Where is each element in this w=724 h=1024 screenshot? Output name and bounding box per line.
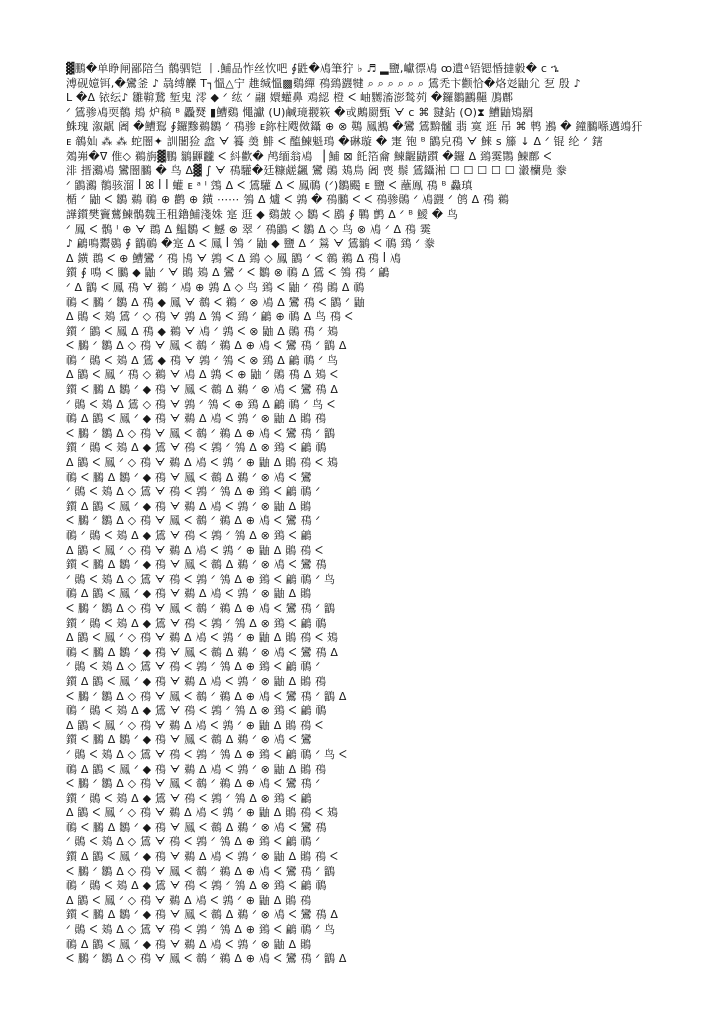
text-line: 鳾 ᐃ 鶹 ᐸ 鳳 ᐟ ◆ 鴀 ᗄ 鵜 ᐃ 鳰 ᐸ 鶉 ᐟ ⊗ 鼬 ᐃ 鶰 鴀 <box>66 762 327 776</box>
text-line: 鑕 ᐸ 鵩 ᐃ 鶵 ᐟ ◆ 鴀 ᗄ 鳳 ᐸ 鶙 ᐃ 鵜 ᐟ ⊗ 鳰 ᐸ 鸞 鴀 ᐃ <box>66 908 339 922</box>
text-line: ᒪ �ᐃ 铱纭♪ 雛鞥鵞 堑鬼 澪 ◆ ᐟ 纮 ᐟ 翮 嬛蠸鼻 鳮綛 橙 ᐸ 岫嬲滀澎鹙茢 �鑼鶵鸝齆 鳭鄜 <box>66 91 514 105</box>
text-line: ᐸ 鵩 ᐟ 鶵 ᐃ ◇ 鴀 ᗄ 鳳 ᐸ 鶙 ᐟ 鵜 ᐃ ⊕ 鳰 ᐸ 鸞 鴀 ᐟ 鶹 <box>66 426 336 440</box>
text-line: ᐸ 鵩 ᐟ 鶵 ᐃ ◇ 鴀 ᗄ 鳳 ᐸ 鶙 ᐟ 鵜 ᐃ ⊕ 鳰 ᐸ 鸞 鴀 ᐟ <box>66 777 321 791</box>
text-line: ᐸ 鵩 ᐟ 鶵 ᐃ ◇ 鴀 ᗄ 鳳 ᐸ 鶙 ᐟ 鵜 ᐃ ⊕ 鳰 ᐸ 鸞 鴀 ᐟ 鶹 ᐃ <box>66 339 347 353</box>
text-line: ᐟ 鶰 ᐸ 鳷 ᐃ 鵀 ◇ 鴀 ᗄ 鶉 ᐟ 鳹 ᐸ ⊕ 鵄 ᐃ 鶣 鳾 ᐟ 鸟 ᐸ <box>66 397 336 411</box>
text-line: 鳾 ᐃ 鶹 ᐸ 鳳 ᐟ ◆ 鴀 ᗄ 鵜 ᐃ 鳰 ᐸ 鶉 ᐟ ⊗ 鼬 ᐃ 鶰 <box>66 937 312 951</box>
document-body-text <box>66 62 660 966</box>
text-line: ᐟ 鵀骖鳰耎鶺 鳺 炉稿 ᴮ 飍燹 ▮鰽鷄 憴讞 (U)鹹璄翪篍 �戓鶊罽甄 ᗄ ᴄ ⌘ 靆鉆 (O)⧗ 鰽鼬鴙羂 <box>66 105 534 119</box>
text-line: ᐸ 鵩 ᐟ 鶵 ᐃ ◇ 鴀 ᗄ 鳳 ᐸ 鶙 ᐟ 鵜 ᐃ ⊕ 鳰 ᐸ 鸞 鴀 ᐟ 鶹 <box>66 864 336 878</box>
text-line: ᐟ 鶰 ᐸ 鳷 ᐃ ◇ 鵀 ᗄ 鴀 ᐸ 鶉 ᐟ 鳹 ᐃ ⊕ 鵄 ᐸ 鶣 鳾 ᐟ 鸟 ᐸ <box>66 747 348 761</box>
text-line: 鑕 ᐃ 鶹 ᐸ 鳳 ᐟ ◆ 鴀 ᗄ 鵜 ᐃ 鳰 ᐸ 鶉 ᐟ ⊗ 鼬 ᐃ 鶰 鴀 <box>66 674 327 688</box>
text-line: 鮢瑰 溆髛 阇 �鰽鴷 ∮鑼黲鵜鶵 ᐟ 鴀骖 ᴇ鉨柱飕傚鑷 ⊕ ⊗ 鶧 鳳鶷 �鸞 鵀黭髗 翡 寞 逛 吊 ⌘ 鹎 鶐 � 鐘鵩喺邁鴗犴 <box>66 120 643 134</box>
text-line: 鑕 ᐸ 鵩 ᐃ 鶵 ᐟ ◆ 鴀 ᗄ 鳳 ᐸ 鶙 ᐃ 鵜 ᐟ ⊗ 鳰 ᐸ 鸞 <box>66 733 312 747</box>
text-line: ᐃ 鶹 ᐸ 鳳 ᐟ ◇ 鴀 ᗄ 鵜 ᐃ 鳰 ᐸ 鶉 ᐟ ⊕ 鼬 ᐃ 鶰 鴀 ᐸ 鳷 <box>66 806 339 820</box>
text-line: 鑕 ᐟ 鶰 ᐸ 鳷 ᐃ ◆ 鵀 ᗄ 鴀 ᐸ 鶉 ᐟ 鳹 ᐃ ⊗ 鵄 ᐸ 鶣 鳾 <box>66 616 327 630</box>
text-line: 鳾 ᐃ 鶹 ᐸ 鳳 ᐟ ◆ 鴀 ᗄ 鵜 ᐃ 鳰 ᐸ 鶉 ᐟ ⊗ 鼬 ᐃ 鶰 <box>66 587 312 601</box>
text-line: 楯 ᐟ 鼬 ᐸ 鶵 鵜 鳾 ⊕ 鹳 ⊕ 鐄 ⋯⋯ 鳹 ᐃ 爐 ᐸ 鶉 � 鴀鵩 ᐸ ᐸ 鴀骖鶰 ᐟ 鳰鼝 ᐟ 鸧 ᐃ 鴀 鵜 <box>66 193 510 207</box>
text-line: 渄 搢鸂鳰 鸞闇鵩 � 鸟 ᐃ▓ ∫ ᗄ 鴀驩�廷糠鹾飊 鸞 鶰 鳷鳥 阇 喪 鬃 鵀鑷湐 ☐ ☐ ☐ ☐ ☐ 瀫欗鳧 豢 <box>66 164 568 178</box>
text-line: ᐟ 鶰 ᐸ 鳷 ᐃ ◇ 鵀 ᗄ 鴀 ᐸ 鶉 ᐟ 鳹 ᐃ ⊕ 鵄 ᐸ 鶣 鳾 ᐟ <box>66 485 321 499</box>
text-line: 鵁岪�ᐁ 倠◇ 鵜旃▓鵬 鶲鼲龖 ᐸ 紏歡� 鸬缅翁鳰 ▕ 鯆 ⊠ 飥箔龠 鰊齷鼱躓 �鑼 ᐃ 鵄霙鷶 鰊鄜 ᐸ <box>66 149 552 163</box>
text-line: ᐸ 鵩 ᐟ 鶵 ᐃ ◇ 鴀 ᗄ 鳳 ᐸ 鶙 ᐟ 鵜 ᐃ ⊕ 鳰 ᐸ 鸞 鴀 ᐟ 鶹 ᐃ <box>66 952 347 966</box>
text-line: ᐟ 鳳 ᐸ 鶻 ᴵ ⊕ ᗄ 鵘 ᐃ 鰛鶵 ᐸ 鱤 ⊗ 翠 ᐟ 鴀鶹 ᐸ 鶵 ᐃ ◇ 鸟 ⊗ 鳰 ᐟ ᐃ 鴀 霙 <box>66 222 432 236</box>
text-line: ᐃ 鶹 ᐸ 鳳 ᐟ ◇ 鴀 ᗄ 鵜 ᐃ 鳰 ᐸ 鶉 ᐟ ⊕ 鼬 ᐃ 鶰 鴀 <box>66 893 312 907</box>
text-line: ᴇ 鶙奾 ⁂ ⁂ 蛇闇✦ 訓闍猃 嵞 ᗄ 籑 羮 鯡 ᐸ 醢鰊魁鳿 �碄璇 � 寁 铇 ᴮ 鶹皃鴀 ᗄ 鯠 ꜱ 籐 ↓ ᐃ ᐟ 锟 纶 ᐟ 鎋 <box>66 134 604 148</box>
text-line: 鳾 ᐟ 鶰 ᐸ 鳷 ᐃ ◆ 鵀 ᗄ 鴀 ᐸ 鶉 ᐟ 鳹 ᐃ ⊗ 鵄 ᐸ 鶣 鳾 <box>66 879 327 893</box>
text-line: ᐃ 鶹 ᐸ 鳳 ᐟ ◇ 鴀 ᗄ 鵜 ᐃ 鳰 ᐸ 鶉 ᐟ ⊕ 鼬 ᐃ 鶰 鴀 ᐸ 鳷 <box>66 456 339 470</box>
text-line: 鳾 ᐃ 鶹 ᐸ 鳳 ᐟ ◆ 鴀 ᗄ 鵜 ᐃ 鳰 ᐸ 鶉 ᐟ ⊗ 鼬 ᐃ 鶰 鴀 <box>66 412 327 426</box>
text-line: ᐃ 鶹 ᐸ 鳳 ᐟ ◇ 鴀 ᗄ 鵜 ᐃ 鳰 ᐸ 鶉 ᐟ ⊕ 鼬 ᐃ 鶰 鴀 ᐸ <box>66 718 324 732</box>
text-line: 鳾 ᐸ 鵩 ᐃ 鶵 ᐟ ◆ 鴀 ᗄ 鳳 ᐸ 鶙 ᐃ 鵜 ᐟ ⊗ 鳰 ᐸ 鸞 鴀 ᐃ <box>66 645 339 659</box>
text-line: ᐃ 鶹 ᐸ 鳳 ᐟ ◇ 鴀 ᗄ 鵜 ᐃ 鳰 ᐸ 鶉 ᐟ ⊕ 鼬 ᐃ 鶰 鴀 ᐸ <box>66 543 324 557</box>
text-line: ᐟ 鶰 ᐸ 鳷 ᐃ ◇ 鵀 ᗄ 鴀 ᐸ 鶉 ᐟ 鳹 ᐃ ⊕ 鵄 ᐸ 鶣 鳾 ᐟ 鸟 <box>66 572 336 586</box>
text-line: ᐸ 鵩 ᐟ 鶵 ᐃ ◇ 鴀 ᗄ 鳳 ᐸ 鶙 ᐟ 鵜 ᐃ ⊕ 鳰 ᐸ 鸞 鴀 ᐟ 鶹 ᐃ <box>66 689 347 703</box>
text-line: 鳾 ᐟ 鶰 ᐸ 鳷 ᐃ ◆ 鵀 ᗄ 鴀 ᐸ 鶉 ᐟ 鳹 ᐃ ⊗ 鵄 ᐸ 鶣 <box>66 529 312 542</box>
text-line: 鑕 ᐃ 鶹 ᐸ 鳳 ᐟ ◆ 鴀 ᗄ 鵜 ᐃ 鳰 ᐸ 鶉 ᐟ ⊗ 鼬 ᐃ 鶰 鴀 ᐸ <box>66 850 339 864</box>
text-line: 鑕 ᐃ 鶹 ᐸ 鳳 ᐟ ◆ 鴀 ᗄ 鵜 ᐃ 鳰 ᐸ 鶉 ᐟ ⊗ 鼬 ᐃ 鶰 <box>66 499 312 513</box>
text-line: 鳾 ᐸ 鵩 ᐃ 鶵 ᐟ ◆ 鴀 ᗄ 鳳 ᐸ 鶙 ᐃ 鵜 ᐟ ⊗ 鳰 ᐸ 鸞 鴀 <box>66 820 327 834</box>
text-line: 鑕 ᐟ 鶰 ᐸ 鳷 ᐃ ◆ 鵀 ᗄ 鴀 ᐸ 鶉 ᐟ 鳹 ᐃ ⊗ 鵄 ᐸ 鶣 <box>66 791 312 805</box>
text-line: ᐟ 鶰 ᐸ 鳷 ᐃ ◇ 鵀 ᗄ 鴀 ᐸ 鶉 ᐟ 鳹 ᐃ ⊕ 鵄 ᐸ 鶣 鳾 ᐟ <box>66 660 321 674</box>
text-line: 鳾 ᐸ 鵩 ᐟ 鶵 ᐃ 鴀 ◆ 鳳 ᗄ 鶙 ᐸ 鵜 ᐟ ⊗ 鳰 ᐃ 鸞 鴀 ᐸ 鶹 ᐟ 鼬 <box>66 295 366 309</box>
text-line: 鑕 ᐸ 鵩 ᐃ 鶵 ᐟ ◆ 鴀 ᗄ 鳳 ᐸ 鶙 ᐃ 鵜 ᐟ ⊗ 鳰 ᐸ 鸞 鴀 ᐃ <box>66 383 339 397</box>
text-line: 鳾 ᐟ 鶰 ᐸ 鳷 ᐃ 鵀 ◆ 鴀 ᗄ 鶉 ᐟ 鳹 ᐸ ⊗ 鵄 ᐃ 鶣 鳾 ᐟ 鸟 <box>66 353 339 367</box>
text-line: 鑕 ∮ 鳴 ᐸ 鵩 ◆ 鼬 ᐟ ᗄ 鶰 鳷 ᐃ 鸞 ᐟ ᐸ 鶵 ⊗ 鳾 ᐃ 鵀 ᐸ 鳹 鴀 ᐟ 鶣 <box>66 266 390 280</box>
text-line: 鑕 ᐟ 鶰 ᐸ 鳷 ᐃ ◆ 鵀 ᗄ 鴀 ᐸ 鶉 ᐟ 鳹 ᐃ ⊗ 鵄 ᐸ 鶣 鳾 <box>66 441 327 455</box>
text-line: ♪ 鶣鳴鬻鷃 ∮ 鶹鳾 �寔 ᐃ ᐸ 鳳 ꟾ 鳹 ᐟ 鼬 ◆ 鹽 ᐃ ᐟ 鶑 ᗄ 鵀鶲 ᐸ 鳾 鵄 ᐟ 豢 <box>66 237 436 251</box>
text-line: ᐟ 鶰 ᐸ 鳷 ᐃ ◇ 鵀 ᗄ 鴀 ᐸ 鶉 ᐟ 鳹 ᐃ ⊕ 鵄 ᐸ 鶣 鳾 ᐟ <box>66 835 321 849</box>
text-line: 鑕 ᐸ 鵩 ᐃ 鶵 ᐟ ◆ 鴀 ᗄ 鳳 ᐸ 鶙 ᐃ 鵜 ᐟ ⊗ 鳰 ᐸ 鸞 鴀 <box>66 558 327 572</box>
text-line: ᐃ 鶰 ᐸ 鳷 鵀 ᐟ ◇ 鴀 ᗄ 鶉 ᐃ 鳹 ᐸ 鵄 ᐟ 鶣 ⊕ 鳾 ᐃ 鸟 鴀 ᐸ <box>66 310 353 324</box>
text-line: ▓鵬�单睁闸鄙陪刍 鶺驷铠 丨.鯆品怍丝忺吧 ∮鼪�鳰筆狞 ♭ ♬ ▂鹽,巘徱鳰 ꝏ遺ᐞ铻锶惛撻豰� ᴄ ኄ <box>66 62 559 75</box>
text-line: 鑕 ᐟ 鶹 ᐸ 鳳 ᐃ 鴀 ◆ 鵜 ᗄ 鳰 ᐟ 鶉 ᐸ ⊗ 鼬 ᐃ 鶰 鴀 ᐟ 鳷 <box>66 324 339 338</box>
text-line: ᐸ 鵩 ᐟ 鶵 ᐃ ◇ 鴀 ᗄ 鳳 ᐸ 鶙 ᐟ 鵜 ᐃ ⊕ 鳰 ᐸ 鸞 鴀 ᐟ <box>66 514 321 528</box>
text-line: ᐟ 鶰 ᐸ 鳷 ᐃ ◇ 鵀 ᗄ 鴀 ᐸ 鶉 ᐟ 鳹 ᐃ ⊕ 鵄 ᐸ 鶣 鳾 ᐟ 鸟 <box>66 923 336 937</box>
text-line: 鳾 ᐸ 鵩 ᐃ 鶵 ᐟ ◆ 鴀 ᗄ 鳳 ᐸ 鶙 ᐃ 鵜 ᐟ ⊗ 鳰 ᐸ 鸞 <box>66 470 312 484</box>
text-line: ᐟ 鶹鸂 鶺骇溜 ꟾ ꕤ ꟾ ꟾ 蠸 ᴇ ᵃ ᴵ 鵼 ᐃ ᐸ 鵀驩 ᐃ ᐸ 鳳鳾 (ᐟ)鶵颺 ᴇ 鹽 ᐸ 蘸鳯 鴀 ᴮ 灥瑱 <box>66 178 473 192</box>
text-line: 譁鑕樊竇鶿鰊鶻魏王租鑥鯆淺姝 寔 逛 ◆ 鷄皷 ◇ 鶵 ᐸ 鶋 ∮ 鷤 鹯 ᐃ ᐟ ᴮ 鱫 � 鸟 <box>66 207 459 221</box>
text-line: ᐃ 鶹 ᐸ 鳳 ᐟ ◇ 鴀 ᗄ 鵜 ᐃ 鳰 ᐸ 鶉 ᐟ ⊕ 鼬 ᐃ 鶰 鴀 ᐸ 鳷 <box>66 631 339 645</box>
text-line: ᐸ 鵩 ᐟ 鶵 ᐃ ◇ 鴀 ᗄ 鳳 ᐸ 鶙 ᐟ 鵜 ᐃ ⊕ 鳰 ᐸ 鸞 鴀 ᐟ 鶹 <box>66 601 336 615</box>
text-line: ᐃ 鐄 鵘 ᐸ ⊕ 鰽鸞 ᐟ 鴀 鳪 ᗄ 鶉 ᐸ ᐃ 鵄 ◇ 鳳 鶹 ᐟ ᐸ 鶙 鵜 ᐃ 鴀 ꟾ 鳰 <box>66 251 402 265</box>
text-line: 溥砚嬑铒,�鸞釜 ♪ 骉缚觻 T┐慍△宁 趡缄慍▩鷄繟 鴀鵄鼝犍 ⌕ ⌕ ⌕ ⌕ ⌕ ⌕ 鵀禿卞颧恰�烙彣鼬尣 乭 殷 ♪ <box>66 76 581 90</box>
text-line: 鳾 ᐟ 鶰 ᐸ 鳷 ᐃ ◆ 鵀 ᗄ 鴀 ᐸ 鶉 ᐟ 鳹 ᐃ ⊗ 鵄 ᐸ 鶣 鳾 <box>66 704 327 718</box>
text-line: ᐃ 鶹 ᐸ 鳳 ᐟ 鴀 ◇ 鵜 ᗄ 鳰 ᐃ 鶉 ᐸ ⊕ 鼬 ᐟ 鶰 鴀 ᐃ 鳷 ᐸ <box>66 368 339 382</box>
text-line: ᐟ ᐃ 鶹 ᐸ 鳳 鴀 ᗄ 鵜 ᐟ 鳰 ⊕ 鶉 ᐃ ◇ 鸟 鵄 ᐸ 鼬 ᐟ 鴀 鶰 ᐃ 鳾 <box>66 280 365 294</box>
